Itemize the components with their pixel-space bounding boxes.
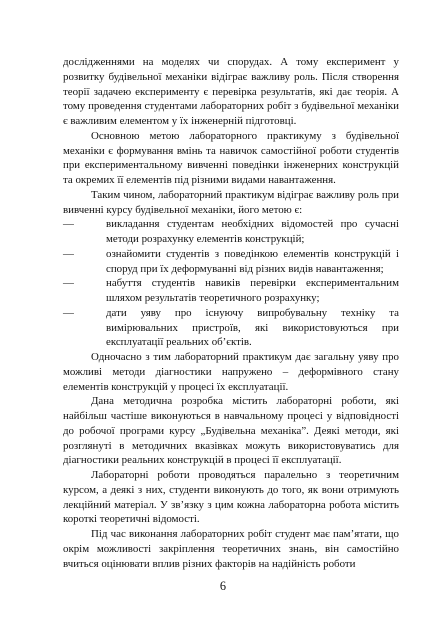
list-item (63, 217, 399, 247)
dash-marker: — (63, 277, 74, 290)
paragraph-main-goal: Основною метою лабораторного практикуму з будівельної механіки є формування вмінь та навичок самостійної роботи студентів при експериментальному вивченні поведінки інженерних конструкцій та окремих її елементів під різними видами навантаження. (63, 129, 399, 186)
list-item-text: дати уяву про існуючу випробувальну техніку та вимірювальних пристроїв, які використовуються при експлуатації реальних об’єктів. (106, 306, 399, 349)
list-item-text: ознайомити студентів з поведінкою елементів конструкцій і споруд при їх деформуванні від різних видів навантаження; (106, 247, 399, 275)
paragraph-methodology: Дана методична розробка містить лабораторні роботи, які найбільш частіше виконуються в навчальному процесі у відповідності до робочої програми курсу „Будівельна механіка”. Деякі методи, які розглянуті в методичних вказівках можуть використовуватись для діагностики реальних конструкцій в процесі її експлуатації. (63, 395, 399, 467)
page-body (63, 55, 399, 571)
paragraph-diagnostics: Одночасно з тим лабораторний практикум дає загальну уяву про можливі методи діагностики напружено – деформівного стану елементів конструкцій у процесі їх експлуатації. (63, 351, 399, 393)
list-item (63, 276, 399, 306)
paragraph-student-notes: Під час виконання лабораторних робіт студент має пам’ятати, що окрім можливості закріплення теоретичних знань, він самостійно вчиться оцінювати вплив різних факторів на надійність роботи (63, 528, 399, 570)
list-item-text: набуття студентів навиків перевірки експериментальним шляхом результатів теоретичного розрахунку; (106, 277, 399, 304)
list-item-text: викладання студентам необхідних відомостей про сучасні методи розрахунку елементів конструкцій; (106, 218, 399, 245)
page-number: 6 (219, 579, 227, 593)
paragraph-intro-continuation: дослідженнями на моделях чи спорудах. А тому експеримент у розвитку будівельної механіки відіграє важливу роль. Після створення теорії задачею експерименту є перевірка результатів, які дає теорія. А тому проведення студентами лабораторних робіт з будівельної механіки є важливим елементом у їх інженерній підготовці. (63, 56, 399, 127)
list-item (63, 247, 399, 277)
paragraph-lab-schedule: Лабораторні роботи проводяться паралельно з теоретичним курсом, а деякі з них, студенти виконують до того, як вони отримують лекційний матеріал. У зв’язку з цим кожна лабораторна робота містить короткі теоретичні відомості. (63, 469, 399, 526)
dash-marker: — (63, 306, 74, 319)
dash-marker: — (63, 218, 74, 231)
list-item (63, 306, 399, 350)
goals-list (63, 217, 399, 350)
paragraph-goals-lead: Таким чином, лабораторний практикум відіграє важливу роль при вивченні курсу будівельної механіки, його метою є: (63, 188, 399, 216)
dash-marker: — (63, 247, 74, 260)
